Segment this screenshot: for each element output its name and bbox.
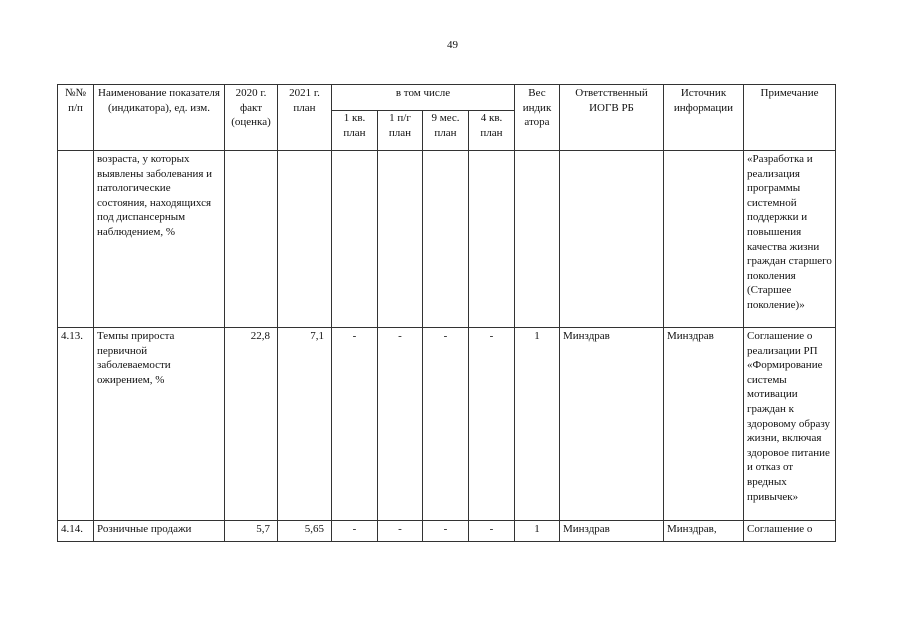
row-num — [58, 151, 94, 328]
header-num: №№ п/п — [58, 85, 94, 151]
row-source: Минздрав — [664, 328, 744, 521]
row-plan-2021: 5,65 — [278, 521, 332, 542]
header-note: Примечание — [744, 85, 836, 151]
header-9m: 9 мес. план — [423, 111, 469, 151]
row-q4: - — [469, 328, 515, 521]
row-9m: - — [423, 328, 469, 521]
header-responsible: Ответственный ИОГВ РБ — [560, 85, 664, 151]
row-responsible: Минздрав — [560, 521, 664, 542]
row-plan-2021 — [278, 151, 332, 328]
row-weight: 1 — [515, 328, 560, 521]
table-row — [58, 521, 836, 542]
row-responsible: Минздрав — [560, 328, 664, 521]
table-row — [58, 328, 836, 521]
header-fact-2020: 2020 г. факт (оценка) — [225, 85, 278, 151]
row-q1: - — [332, 328, 378, 521]
header-source: Источник информации — [664, 85, 744, 151]
row-responsible — [560, 151, 664, 328]
row-note: Соглашение о — [744, 521, 836, 542]
row-name: возраста, у которых выявлены заболевания и патологические состояния, находящихся под диспансерным наблюдением, % — [94, 151, 225, 328]
row-q1: - — [332, 521, 378, 542]
header-h1: 1 п/г план — [378, 111, 423, 151]
row-q4 — [469, 151, 515, 328]
row-num: 4.13. — [58, 328, 94, 521]
row-h1 — [378, 151, 423, 328]
row-q1 — [332, 151, 378, 328]
indicators-table — [57, 84, 836, 542]
table-row — [58, 151, 836, 328]
header-plan-2021: 2021 г. план — [278, 85, 332, 151]
row-fact-2020: 5,7 — [225, 521, 278, 542]
header-weight: Вес индик атора — [515, 85, 560, 151]
header-name: Наименование показателя (индикатора), ед. изм. — [94, 85, 225, 151]
page-number: 49 — [447, 39, 458, 51]
row-9m — [423, 151, 469, 328]
row-num: 4.14. — [58, 521, 94, 542]
row-source — [664, 151, 744, 328]
row-source: Минздрав, — [664, 521, 744, 542]
row-plan-2021: 7,1 — [278, 328, 332, 521]
row-name: Розничные продажи — [94, 521, 225, 542]
row-note: «Разработка и реализация программы системной поддержки и повышения качества жизни граждан старшего поколения (Старшее поколение)» — [744, 151, 836, 328]
row-h1: - — [378, 521, 423, 542]
header-q1: 1 кв. план — [332, 111, 378, 151]
row-fact-2020 — [225, 151, 278, 328]
header-including: в том числе — [332, 85, 515, 111]
row-note: Соглашение о реализации РП «Формирование системы мотивации граждан к здоровому образу жизни, включая здоровое питание и отказ от вредных привычек» — [744, 328, 836, 521]
header-q4: 4 кв. план — [469, 111, 515, 151]
row-q4: - — [469, 521, 515, 542]
row-h1: - — [378, 328, 423, 521]
row-weight — [515, 151, 560, 328]
row-weight: 1 — [515, 521, 560, 542]
row-9m: - — [423, 521, 469, 542]
row-name: Темпы прироста первичной заболеваемости ожирением, % — [94, 328, 225, 521]
row-fact-2020: 22,8 — [225, 328, 278, 521]
